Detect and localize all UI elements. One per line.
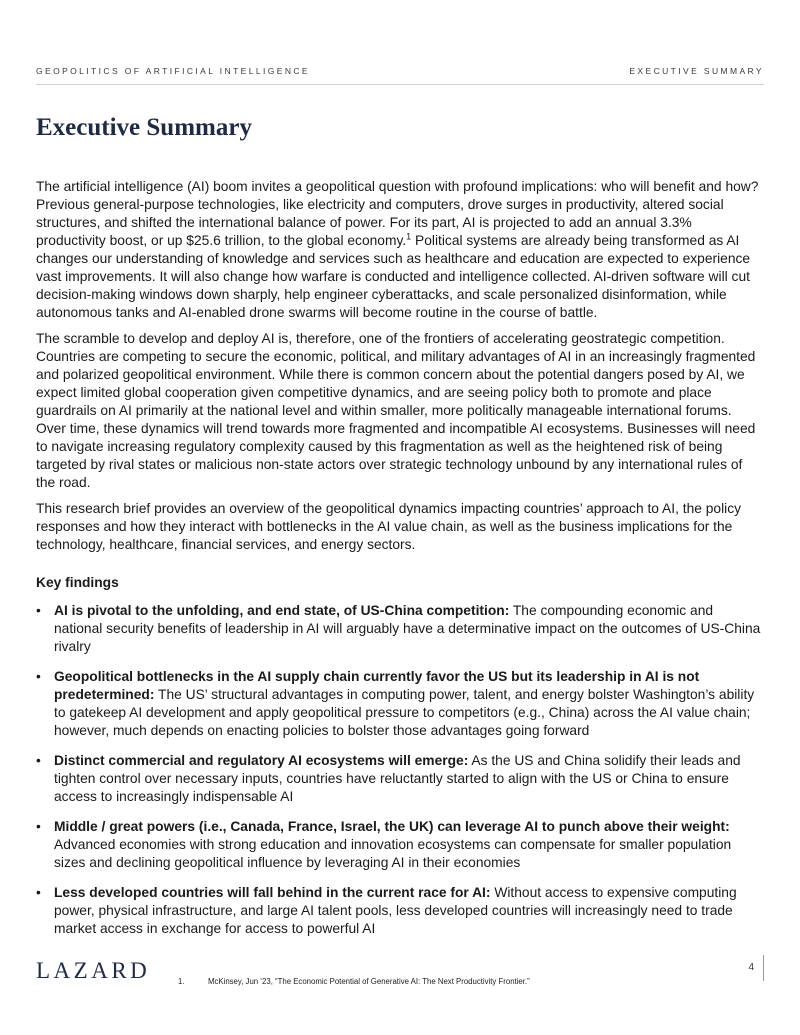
key-finding-item xyxy=(36,884,764,938)
paragraph-intro-text-a: The artificial intelligence (AI) boom invites a geopolitical question with profound implications: who will benefit and how? Previous general-purpose technologies, like electricity and computers, drove surges in productivity, altered social structures, and shifted the international balance of power. For its part, AI is projected to add an annual 3.3% productivity boost, or up $25.6 trillion, to the global economy. xyxy=(36,179,759,248)
bullet-icon: • xyxy=(36,603,41,618)
page-number: 4 xyxy=(748,962,754,973)
bullet-icon: • xyxy=(36,819,41,834)
key-finding-item xyxy=(36,602,764,656)
running-header xyxy=(36,64,764,80)
header-section-title: EXECUTIVE SUMMARY xyxy=(629,66,764,76)
finding-text: As the US and China solidify their leads and tighten control over necessary inputs, countries have reluctantly started to align with the US or China to ensure access to increasingly indispensable AI xyxy=(54,753,741,804)
bullet-icon: • xyxy=(36,753,41,768)
finding-lead: AI is pivotal to the unfolding, and end state, of US-China competition: xyxy=(54,603,510,618)
key-findings-list xyxy=(36,602,764,938)
finding-lead: Geopolitical bottlenecks in the AI supply chain currently favor the US but its leadership in AI is not predetermined: xyxy=(54,669,700,702)
bullet-icon: • xyxy=(36,885,41,900)
main-content xyxy=(36,178,764,950)
finding-lead: Middle / great powers (i.e., Canada, France, Israel, the UK) can leverage AI to punch above their weight: xyxy=(54,819,730,834)
finding-text: Advanced economies with strong education and innovation ecosystems can compensate for smaller population sizes and declining geopolitical influence by leveraging AI in their economies xyxy=(54,837,732,870)
key-finding-item xyxy=(36,668,764,740)
bullet-icon: • xyxy=(36,669,41,684)
footnote-number: 1. xyxy=(178,977,185,986)
page-title: Executive Summary xyxy=(36,114,252,141)
footnote-reference: 1 xyxy=(406,231,412,242)
finding-lead: Distinct commercial and regulatory AI ecosystems will emerge: xyxy=(54,753,469,768)
paragraph-intro-text-b: Political systems are already being transformed as AI changes our understanding of knowledge and services such as healthcare and education are expected to experience vast improvements. It will also change how warfare is conducted and intelligence collected. AI-driven software will cut decision-making windows down sharply, help engineer cyberattacks, and scale personalized disinformation, while autonomous tanks and AI-enabled drone swarms will become routine in the course of battle. xyxy=(36,233,751,320)
lazard-logo: LAZARD xyxy=(36,958,151,983)
finding-text: The compounding economic and national security benefits of leadership in AI will arguably have a determinative impact on the outcomes of US-China rivalry xyxy=(54,603,761,654)
key-finding-item xyxy=(36,818,764,872)
header-report-title: GEOPOLITICS OF ARTIFICIAL INTELLIGENCE xyxy=(36,66,310,76)
footnote-text: McKinsey, Jun ‘23, “The Economic Potential of Generative AI: The Next Productivity Frontier.” xyxy=(208,977,530,986)
finding-text: The US’ structural advantages in computing power, talent, and energy bolster Washington’s ability to gatekeep AI development and apply geopolitical pressure to competitors (e.g., China) across the AI value chain; however, much depends on enacting policies to bolster those advantages going forward xyxy=(54,687,755,738)
finding-text: Without access to expensive computing power, physical infrastructure, and large AI talent pools, less developed countries will increasingly need to trade market access in exchange for access to powerful AI xyxy=(54,885,737,936)
header-divider xyxy=(36,84,764,85)
paragraph-intro xyxy=(36,178,764,322)
footnote xyxy=(178,977,530,986)
page-number-divider xyxy=(763,955,764,981)
paragraph-brief-overview: This research brief provides an overview of the geopolitical dynamics impacting countries’ approach to AI, the policy responses and how they interact with bottlenecks in the AI value chain, as well as the business implications for the technology, healthcare, financial services, and energy sectors. xyxy=(36,501,742,552)
finding-lead: Less developed countries will fall behind in the current race for AI: xyxy=(54,885,491,900)
key-findings-heading: Key findings xyxy=(36,575,119,590)
key-finding-item xyxy=(36,752,764,806)
paragraph-competition: The scramble to develop and deploy AI is, therefore, one of the frontiers of accelerating geostrategic competition. Countries are competing to secure the economic, political, and military advantages of AI in an increasingly fragmented and polarized geopolitical environment. While there is common concern about the potential dangers posed by AI, we expect limited global cooperation given competitive dynamics, and are seeing policy both to promote and place guardrails on AI primarily at the national level and within smaller, more politically manageable international forums. Over time, these dynamics will trend towards more fragmented and incompatible AI ecosystems. Businesses will need to navigate increasing regulatory complexity caused by this fragmentation as well as the heightened risk of being targeted by rival states or malicious non-state actors over strategic technology unbound by any international rules of the road. xyxy=(36,331,756,490)
